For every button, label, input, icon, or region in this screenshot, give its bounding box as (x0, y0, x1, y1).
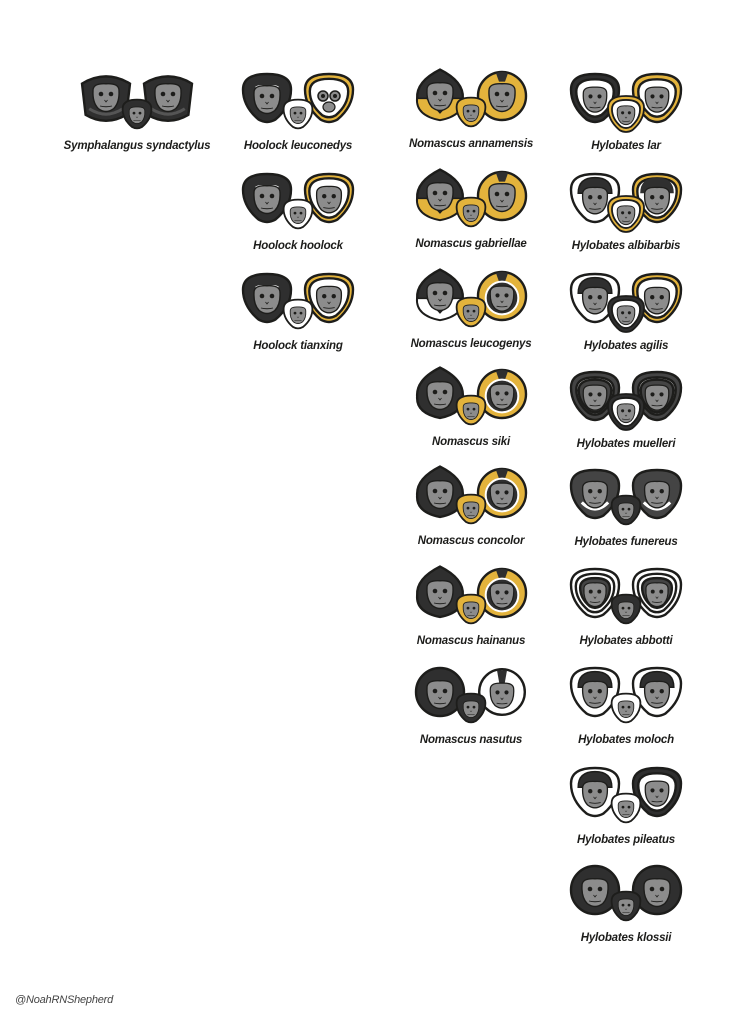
juvenile-head-icon (608, 196, 644, 232)
gibbon-faces-icon (561, 172, 691, 236)
species-name-label: Hylobates abbotti (579, 635, 673, 647)
species-nomascus-gabriellae (386, 170, 556, 250)
juvenile-head-icon (612, 794, 641, 823)
gibbon-faces-icon (406, 70, 536, 134)
species-hylobates-muelleri (541, 370, 711, 450)
species-name-label: Nomascus annamensis (408, 138, 534, 150)
juvenile-head-icon (457, 298, 486, 327)
species-nomascus-leucogenys (386, 270, 556, 350)
juvenile-head-icon (123, 100, 152, 129)
gibbon-faces-icon (561, 468, 691, 532)
juvenile-head-icon (284, 300, 313, 329)
gibbon-faces-icon (406, 567, 536, 631)
species-hylobates-abbotti (541, 567, 711, 647)
species-name-label: Hylobates agilis (583, 340, 669, 352)
gibbon-faces-icon (406, 368, 536, 432)
species-name-label: Hylobates lar (591, 140, 661, 152)
gibbon-faces-icon (561, 567, 691, 631)
species-name-label: Hoolock leuconedys (243, 140, 353, 152)
species-nomascus-nasutus (386, 666, 556, 746)
juvenile-head-icon (612, 694, 641, 723)
species-nomascus-siki (386, 368, 556, 448)
juvenile-head-icon (612, 595, 641, 624)
gibbon-faces-icon (561, 370, 691, 434)
species-name-label: Symphalangus syndactylus (63, 140, 211, 152)
gibbon-faces-icon (561, 666, 691, 730)
gibbon-faces-icon (561, 864, 691, 928)
gibbon-faces-icon (561, 766, 691, 830)
gibbon-faces-icon (233, 272, 363, 336)
species-hylobates-klossii (541, 864, 711, 944)
juvenile-head-icon (457, 98, 486, 127)
gibbon-faces-icon (406, 170, 536, 234)
gibbon-faces-icon (406, 666, 536, 730)
species-name-label: Hoolock hoolock (253, 240, 343, 252)
species-nomascus-hainanus (386, 567, 556, 647)
species-hylobates-lar (541, 72, 711, 152)
male-head-icon (417, 70, 463, 120)
author-credit: @NoahRNShepherd (15, 994, 114, 1006)
species-name-label: Nomascus siki (432, 436, 510, 448)
species-name-label: Hylobates moloch (578, 734, 674, 746)
juvenile-head-icon (608, 96, 644, 132)
species-hylobates-pileatus (541, 766, 711, 846)
gibbon-faces-icon (561, 72, 691, 136)
species-hoolock-hoolock (213, 172, 383, 252)
male-head-icon (417, 368, 463, 418)
gibbon-faces-icon (233, 72, 363, 136)
male-head-icon (417, 170, 463, 220)
gibbon-faces-icon (406, 270, 536, 334)
juvenile-head-icon (284, 100, 313, 129)
species-name-label: Hylobates muelleri (576, 438, 676, 450)
male-head-icon (417, 567, 463, 617)
species-hylobates-funereus (541, 468, 711, 548)
species-name-label: Nomascus hainanus (416, 635, 526, 647)
species-name-label: Hylobates albibarbis (571, 240, 681, 252)
gibbon-faces-icon (406, 467, 536, 531)
species-name-label: Hoolock tianxing (253, 340, 343, 352)
juvenile-head-icon (612, 892, 641, 921)
species-hylobates-albibarbis (541, 172, 711, 252)
juvenile-head-icon (457, 595, 486, 624)
juvenile-head-icon (284, 200, 313, 229)
male-head-icon (417, 270, 463, 320)
species-symphalangus-syndactylus (52, 72, 222, 152)
juvenile-head-icon (457, 694, 486, 723)
species-nomascus-concolor (386, 467, 556, 547)
gibbon-faces-icon (233, 172, 363, 236)
gibbon-faces-icon (561, 272, 691, 336)
species-name-label: Nomascus concolor (417, 535, 525, 547)
juvenile-head-icon (457, 198, 486, 227)
female-head-icon (479, 669, 525, 715)
species-hylobates-moloch (541, 666, 711, 746)
male-head-icon (417, 467, 463, 517)
species-name-label: Hylobates funereus (574, 536, 678, 548)
juvenile-head-icon (608, 394, 644, 430)
species-hylobates-agilis (541, 272, 711, 352)
species-name-label: Nomascus nasutus (419, 734, 523, 746)
juvenile-head-icon (457, 396, 486, 425)
species-name-label: Hylobates klossii (580, 932, 672, 944)
species-name-label: Nomascus leucogenys (410, 338, 532, 350)
species-nomascus-annamensis (386, 70, 556, 150)
juvenile-head-icon (608, 296, 644, 332)
species-name-label: Nomascus gabriellae (415, 238, 527, 250)
gibbon-faces-icon (72, 72, 202, 136)
juvenile-head-icon (457, 495, 486, 524)
species-hoolock-tianxing (213, 272, 383, 352)
species-name-label: Hylobates pileatus (576, 834, 675, 846)
juvenile-head-icon (612, 496, 641, 525)
species-hoolock-leuconedys (213, 72, 383, 152)
